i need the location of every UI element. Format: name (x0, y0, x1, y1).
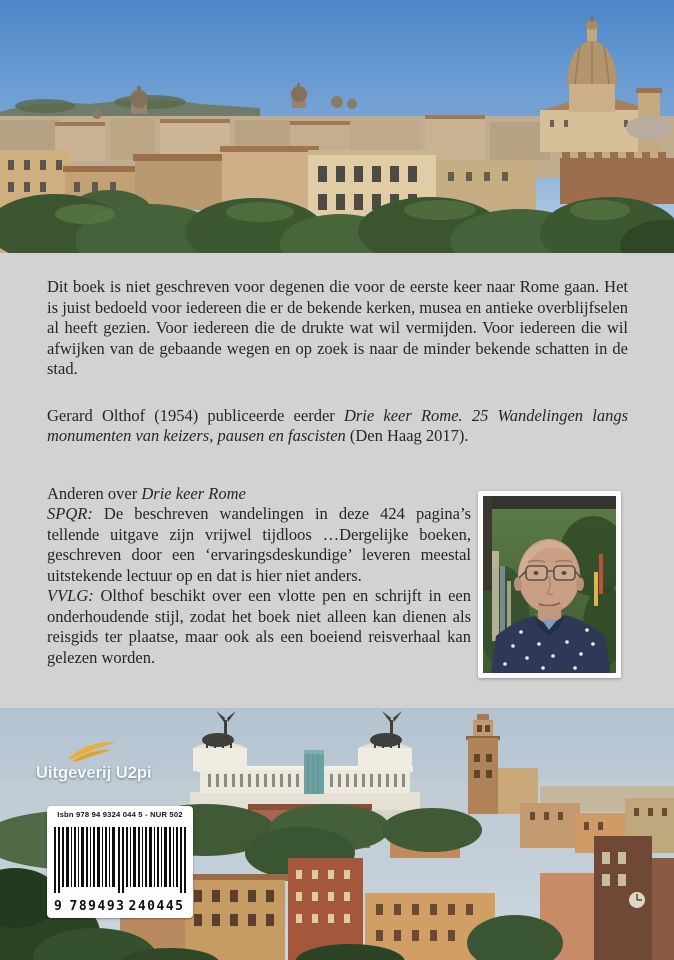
rome-skyline-photo (0, 0, 674, 253)
review-spqr (47, 504, 471, 586)
isbn-text: Isbn 978 94 9324 044 5 - NUR 502 (57, 810, 183, 819)
bio-book-title: Drie keer Rome. 25 Wandelingen langs monumenten van keizers, pausen en fascisten (47, 405, 628, 445)
reviews-block (47, 484, 471, 669)
wing-icon (66, 740, 118, 762)
bio-text-prefix: Gerard Olthof (1954) publiceerde eerder (47, 405, 344, 425)
review-vvlg-text: Olthof beschikt over een vlotte pen en schrijft in een onderhoudende stijl, zodat het boek niet alleen kan dienen als reisgids ter plaatse, maar ook als een boeiend reisverhaal kan gelezen worden. (47, 586, 471, 667)
author-portrait-illustration (483, 496, 616, 673)
bio-text-suffix: (Den Haag 2017). (345, 426, 469, 445)
author-bio-paragraph (47, 406, 628, 447)
publisher-logo (36, 740, 156, 783)
rome-skyline-illustration (0, 0, 674, 253)
isbn-digit-group: 789493 (69, 899, 126, 914)
publisher-name: Uitgeverij U2pi (36, 764, 152, 782)
review-vvlg (47, 586, 471, 668)
reviews-heading-title: Drie keer Rome (141, 483, 246, 503)
synopsis-paragraph: Dit boek is niet geschreven voor degenen die voor de eerste keer naar Rome gaan. Het is juist bedoeld voor iedereen die er de bekende kerken, musea en antieke overblijfselen al heeft gezien. Voor iedereen die de drukte wat wil vermijden. Voor iedereen die wil afwijken van de gebaande wegen en op zoek is naar de minder bekende schatten in de stad. (47, 277, 628, 378)
isbn-digits (54, 900, 186, 914)
author-portrait-photo (478, 491, 621, 678)
isbn-barcode-label (47, 806, 193, 918)
isbn-digit-group: 240445 (128, 899, 185, 914)
isbn-digit-group: 9 (54, 899, 62, 914)
barcode-bars (54, 827, 186, 893)
review-spqr-text: De beschreven wandelingen in deze 424 pagina’s tellende uitgave zijn vrijwel tijdloos …Dergelijke boeken, geschreven door een ‘ervaringsdeskundige’ leveren meestal uitstekende lectuur op en dat is hier niet anders. (47, 504, 471, 585)
review-vvlg-source: VVLG: (47, 586, 94, 605)
rome-monument-photo (0, 708, 674, 960)
review-spqr-source: SPQR: (47, 504, 93, 523)
reviews-heading (47, 484, 471, 505)
reviews-heading-prefix: Anderen over (47, 483, 142, 503)
